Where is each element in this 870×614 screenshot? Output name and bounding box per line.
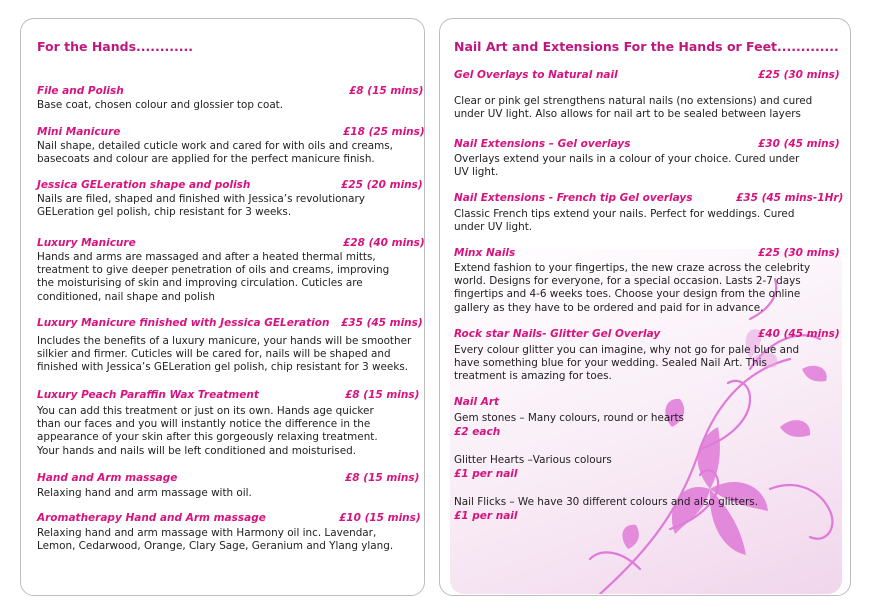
description-line: conditioned, nail shape and polish <box>37 290 215 303</box>
service-name: Aromatherapy Hand and Arm massage <box>37 512 266 524</box>
service-description <box>37 99 283 112</box>
description-line: fingertips and 4-6 weeks toes. Choose your design from the online <box>454 288 801 301</box>
service-heading <box>37 512 421 524</box>
nail-art-item-price: £1 per nail <box>454 468 518 480</box>
service-description <box>37 251 389 304</box>
service-description <box>37 487 252 500</box>
nail-art-item-text <box>454 412 684 425</box>
service-heading <box>454 138 839 150</box>
service-description <box>37 405 378 458</box>
service-price: £25 (30 mins) <box>758 69 840 81</box>
description-line: world. Designs for everyone, for a special occasion. Lasts 2-7 days <box>454 275 801 288</box>
service-name: Mini Manicure <box>37 126 121 138</box>
right-panel <box>439 18 851 596</box>
description-line: Relaxing hand and arm massage with Harmony oil inc. Lavendar, <box>37 527 377 539</box>
service-price: £8 (15 mins) <box>345 472 420 484</box>
service-name: Jessica GELeration shape and polish <box>37 179 251 191</box>
service-name: Luxury Manicure finished with Jessica GELeration <box>37 317 330 329</box>
description-line: treatment is amazing for toes. <box>454 370 612 383</box>
service-name: Nail Extensions – Gel overlays <box>454 138 631 150</box>
description-line: Relaxing hand and arm massage with oil. <box>37 487 252 499</box>
description-line: gallery as they have to be ordered and paid for in advance. <box>454 301 764 314</box>
description-line: appearance of your skin after this gorgeously relaxing treatment. <box>37 431 378 444</box>
service-heading <box>454 328 839 340</box>
nail-art-item: Gem stones – Many colours, round or hearts <box>454 412 684 424</box>
service-heading <box>37 179 423 191</box>
service-name: Luxury Peach Paraffin Wax Treatment <box>37 389 259 401</box>
description-line: Nail shape, detailed cuticle work and cared for with oils and creams, <box>37 140 393 152</box>
hands-heading: For the Hands............ <box>37 39 194 54</box>
service-heading <box>454 192 844 204</box>
description-line: Overlays extend your nails in a colour of your choice. Cured under <box>454 153 800 165</box>
service-description <box>37 140 393 166</box>
description-line: GELeration gel polish, chip resistant for 3 weeks. <box>37 206 292 219</box>
description-line: Classic French tips extend your nails. Perfect for weddings. Cured <box>454 208 795 220</box>
nail-art-item-text <box>454 454 612 467</box>
service-price: £35 (45 mins) <box>341 317 423 329</box>
service-heading <box>37 389 420 401</box>
description-line: have something blue for your wedding. Sealed Nail Art. This <box>454 357 767 370</box>
petal <box>698 427 720 489</box>
nail-art-item-text <box>454 496 758 509</box>
description-line: finished with Jessica’s GELeration gel polish, chip resistant for 3 weeks. <box>37 361 409 374</box>
description-line: silkier and firmer. Cuticles will be cared for, nails will be shaped and <box>37 348 391 361</box>
leaf <box>780 420 810 437</box>
service-price: £18 (25 mins) <box>343 126 425 138</box>
service-price: £40 (45 mins) <box>758 328 840 340</box>
description-line: Your hands and nails will be left conditioned and moisturised. <box>37 444 356 457</box>
service-price: £35 (45 mins-1Hr) <box>736 192 844 204</box>
description-line: the moisturising of skin and improving circulation. Cuticles are <box>37 277 363 290</box>
nail-art-item-price: £2 each <box>454 426 501 438</box>
service-description <box>454 208 794 234</box>
service-name: Hand and Arm massage <box>37 472 178 484</box>
service-name: Luxury Manicure <box>37 237 136 249</box>
service-heading <box>454 69 839 81</box>
service-heading <box>37 472 420 484</box>
description-line: Every colour glitter you can imagine, why not go for pale blue and <box>454 344 800 356</box>
nail-art-heading: Nail Art and Extensions For the Hands or Feet............. <box>454 39 839 54</box>
service-description <box>454 344 799 384</box>
service-name: Minx Nails <box>454 247 516 259</box>
service-price: £28 (40 mins) <box>343 237 425 249</box>
description-line: treatment to give deeper penetration of oils and creams, improving <box>37 264 390 277</box>
service-price: £30 (45 mins) <box>758 138 840 150</box>
service-description <box>37 527 393 553</box>
description-line: Extend fashion to your fingertips, the new craze across the celebrity <box>454 262 811 274</box>
description-line: Lemon, Cedarwood, Orange, Clary Sage, Geranium and Ylang ylang. <box>37 540 394 553</box>
description-line: under UV light. <box>454 221 533 234</box>
service-description <box>37 335 411 375</box>
description-line: than our faces and you will instantly notice the difference in the <box>37 418 371 431</box>
description-line: You can add this treatment or just on its own. Hands age quicker <box>37 405 374 417</box>
service-description <box>454 95 812 121</box>
service-name: Rock star Nails- Glitter Gel Overlay <box>454 328 661 340</box>
service-price: £25 (30 mins) <box>758 247 840 259</box>
service-description <box>37 193 365 219</box>
service-name: Gel Overlays to Natural nail <box>454 69 618 81</box>
description-line: UV light. <box>454 166 499 179</box>
description-line: under UV light. Also allows for nail art to be sealed between layers <box>454 108 801 121</box>
service-name: Nail Extensions - French tip Gel overlays <box>454 192 693 204</box>
service-description <box>454 153 799 179</box>
service-heading <box>37 126 425 138</box>
service-heading <box>454 247 839 259</box>
service-price: £8 (15 mins) <box>349 85 424 97</box>
nail-art-item-price: £1 per nail <box>454 510 518 522</box>
service-heading <box>37 85 424 97</box>
vine-curl <box>770 485 832 539</box>
description-line: Hands and arms are massaged and after a heated thermal mitts, <box>37 251 376 263</box>
description-line: Base coat, chosen colour and glossier top coat. <box>37 99 284 111</box>
nail-art-subheading: Nail Art <box>454 396 500 408</box>
service-heading <box>37 237 425 249</box>
left-panel <box>20 18 425 596</box>
service-heading <box>37 317 423 329</box>
description-line: Clear or pink gel strengthens natural nails (no extensions) and cured <box>454 95 813 107</box>
service-description <box>454 262 810 315</box>
nail-art-item: Glitter Hearts –Various colours <box>454 454 612 466</box>
service-price: £8 (15 mins) <box>345 389 420 401</box>
service-price: £25 (20 mins) <box>341 179 423 191</box>
description-line: basecoats and colour are applied for the perfect manicure finish. <box>37 153 375 166</box>
leaf <box>622 525 638 549</box>
description-line: Includes the benefits of a luxury manicure, your hands will be smoother <box>37 335 412 347</box>
description-line: Nails are filed, shaped and finished with Jessica’s revolutionary <box>37 193 365 205</box>
service-price: £10 (15 mins) <box>339 512 421 524</box>
service-name: File and Polish <box>37 85 124 97</box>
nail-art-item: Nail Flicks – We have 30 different colours and also glitters. <box>454 496 758 508</box>
leaf <box>802 366 827 382</box>
